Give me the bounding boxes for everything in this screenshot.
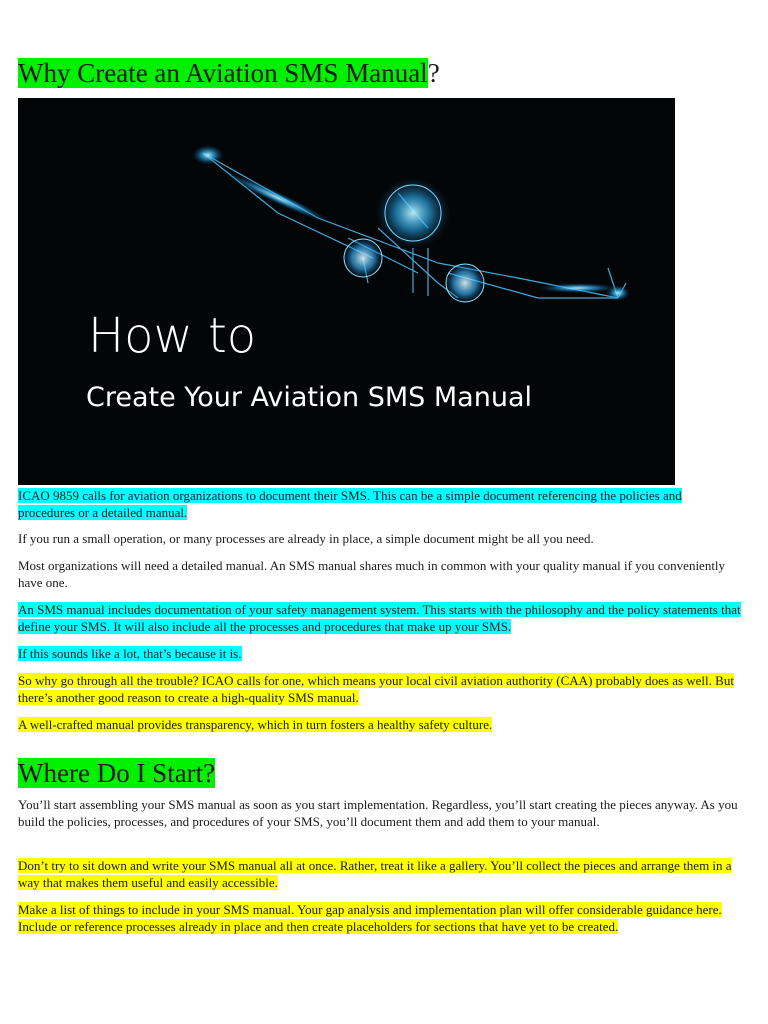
paragraph xyxy=(18,902,742,935)
heading-where-start-highlight: Where Do I Start? xyxy=(18,758,216,788)
paragraph-text: You’ll start assembling your SMS manual as soon as you start implementation. Regardless, you’ll start creating the pieces anyway. As you build the policies, processes, and procedures of your SMS, you’ll document them and add them to your manual. xyxy=(18,797,738,829)
paragraph-text: Make a list of things to include in your SMS manual. Your gap analysis and implementation plan will offer considerable guidance here. Include or reference processes already in place and then create placeholders for sections that have yet to be created. xyxy=(18,902,722,934)
paragraph xyxy=(18,558,742,591)
paragraph xyxy=(18,488,742,521)
paragraph xyxy=(18,531,742,548)
paragraph-text: Most organizations will need a detailed manual. An SMS manual shares much in common with your quality manual if you conveniently have one. xyxy=(18,558,726,590)
paragraph-text: If you run a small operation, or many processes are already in place, a simple document might be all you need. xyxy=(18,531,594,546)
heading-where-start xyxy=(18,757,215,789)
paragraph xyxy=(18,673,742,706)
paragraph-text: ICAO 9859 calls for aviation organizations to document their SMS. This can be a simple document referencing the policies and procedures or a detailed manual. xyxy=(18,488,682,520)
airplane-wireframe-icon xyxy=(18,98,675,485)
paragraph xyxy=(18,602,742,635)
paragraph-text: An SMS manual includes documentation of your safety management system. This starts with the philosophy and the policy statements that define your SMS. It will also include all the processes and procedures that make up your SMS. xyxy=(18,602,741,634)
hero-title-line1: How to xyxy=(88,308,257,364)
heading-why-create-highlight: Why Create an Aviation SMS Manual xyxy=(18,58,428,88)
hero-image xyxy=(18,98,675,485)
heading-why-create-suffix: ? xyxy=(427,58,440,88)
paragraph xyxy=(18,797,742,830)
paragraph-text: A well-crafted manual provides transparency, which in turn fosters a healthy safety culture. xyxy=(18,717,493,732)
paragraph-text: Don’t try to sit down and write your SMS manual all at once. Rather, treat it like a gallery. You’ll collect the pieces and arrange them in a way that makes them useful and easily accessible. xyxy=(18,858,732,890)
heading-why-create xyxy=(18,57,440,89)
hero-title-line2: Create Your Aviation SMS Manual xyxy=(86,382,533,413)
paragraph-text: If this sounds like a lot, that’s because it is. xyxy=(18,646,242,661)
paragraph xyxy=(18,646,742,663)
paragraph-text: So why go through all the trouble? ICAO calls for one, which means your local civil aviation authority (CAA) probably does as well. But there’s another good reason to create a high-quality SMS manual. xyxy=(18,673,734,705)
paragraph xyxy=(18,717,742,734)
paragraph xyxy=(18,858,742,891)
